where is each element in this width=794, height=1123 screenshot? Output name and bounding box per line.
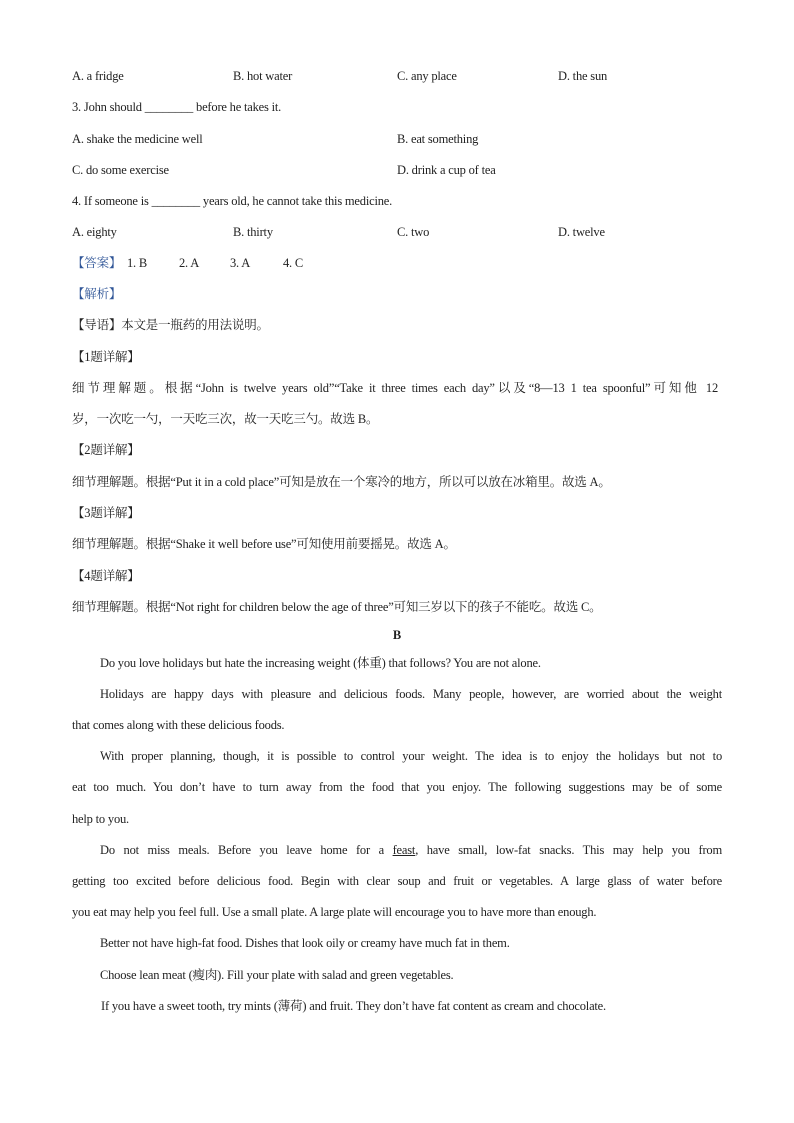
passage-line: Do you love holidays but hate the increasing weight (体重) that follows? You are not alone.	[100, 656, 541, 670]
answer-item-3: 3. A	[230, 256, 251, 270]
q2-option-b: B. hot water	[233, 69, 293, 83]
q3-stem: 3. John should ________ before he takes it.	[72, 100, 282, 114]
q4-option-d: D. twelve	[558, 225, 605, 239]
passage-line-feast	[100, 842, 722, 858]
underlined-word-feast: feast	[392, 843, 416, 857]
answer-item-4: 4. C	[283, 256, 304, 270]
q2-option-d: D. the sun	[558, 69, 608, 83]
detail-3-line-1: 细节理解题。根据“Shake it well before use”可知使用前要摇晃。故选 A。	[72, 537, 456, 551]
analysis-tag: 【解析】	[72, 287, 122, 301]
answer-item-2: 2. A	[179, 256, 200, 270]
q4-stem: 4. If someone is ________ years old, he cannot take this medicine.	[72, 194, 393, 208]
detail-4-line-1: 细节理解题。根据“Not right for children below the age of three”可知三岁以下的孩子不能吃。故选 C。	[72, 600, 602, 614]
passage-line: Better not have high-fat food. Dishes that look oily or creamy have much fat in them.	[100, 936, 510, 950]
passage-line: you eat may help you feel full. Use a small plate. A large plate will encourage you to have more than enough.	[72, 905, 597, 919]
q3-option-b: B. eat something	[397, 132, 479, 146]
q2-option-c: C. any place	[397, 69, 457, 83]
q4-option-c: C. two	[397, 225, 430, 239]
detail-1-line-2: 岁，一次吃一勺，一天吃三次，故一天吃三勺。故选 B。	[72, 412, 379, 426]
passage-line: With proper planning, though, it is possible to control your weight. The idea is to enjoy the holidays but not to	[100, 749, 722, 763]
section-title: B	[392, 628, 402, 642]
q4-option-b: B. thirty	[233, 225, 273, 239]
q3-option-c: C. do some exercise	[72, 163, 169, 177]
line-text-after: , have small, low-fat snacks. This may help you from	[415, 843, 722, 857]
answer-item-1: 1. B	[127, 256, 148, 270]
passage-line: If you have a sweet tooth, try mints (薄荷) and fruit. They don’t have fat content as cream and chocolate.	[101, 999, 606, 1013]
passage-line: getting too excited before delicious food. Begin with clear soup and fruit or vegetables. A large glass of water before	[72, 874, 722, 888]
q4-option-a: A. eighty	[72, 225, 117, 239]
passage-line: help to you.	[72, 812, 129, 826]
passage-line: Holidays are happy days with pleasure and delicious foods. Many people, however, are worried about the weight	[100, 687, 722, 701]
answer-tag: 【答案】	[72, 256, 122, 270]
q2-option-a: A. a fridge	[72, 69, 124, 83]
q3-option-d: D. drink a cup of tea	[397, 163, 496, 177]
passage-line: that comes along with these delicious foods.	[72, 718, 285, 732]
detail-4-heading: 【4题详解】	[72, 569, 140, 583]
detail-1-heading: 【1题详解】	[72, 350, 140, 364]
detail-2-heading: 【2题详解】	[72, 443, 140, 457]
passage-line: Choose lean meat (瘦肉). Fill your plate with salad and green vegetables.	[100, 968, 454, 982]
detail-3-heading: 【3题详解】	[72, 506, 140, 520]
line-text-before: Do not miss meals. Before you leave home for a	[100, 843, 393, 857]
detail-1-line-1: 细节理解题。根据“John is twelve years old”“Take it three times each day”以及“8—13 1 tea spoonful”可知他 12	[72, 381, 718, 395]
q3-option-a: A. shake the medicine well	[72, 132, 203, 146]
detail-2-line-1: 细节理解题。根据“Put it in a cold place”可知是放在一个寒冷的地方，所以可以放在冰箱里。故选 A。	[72, 475, 611, 489]
analysis-intro: 【导语】本文是一瓶药的用法说明。	[72, 318, 269, 332]
passage-line: eat too much. You don’t have to turn away from the food that you enjoy. The following suggestions may be of some	[72, 780, 722, 794]
